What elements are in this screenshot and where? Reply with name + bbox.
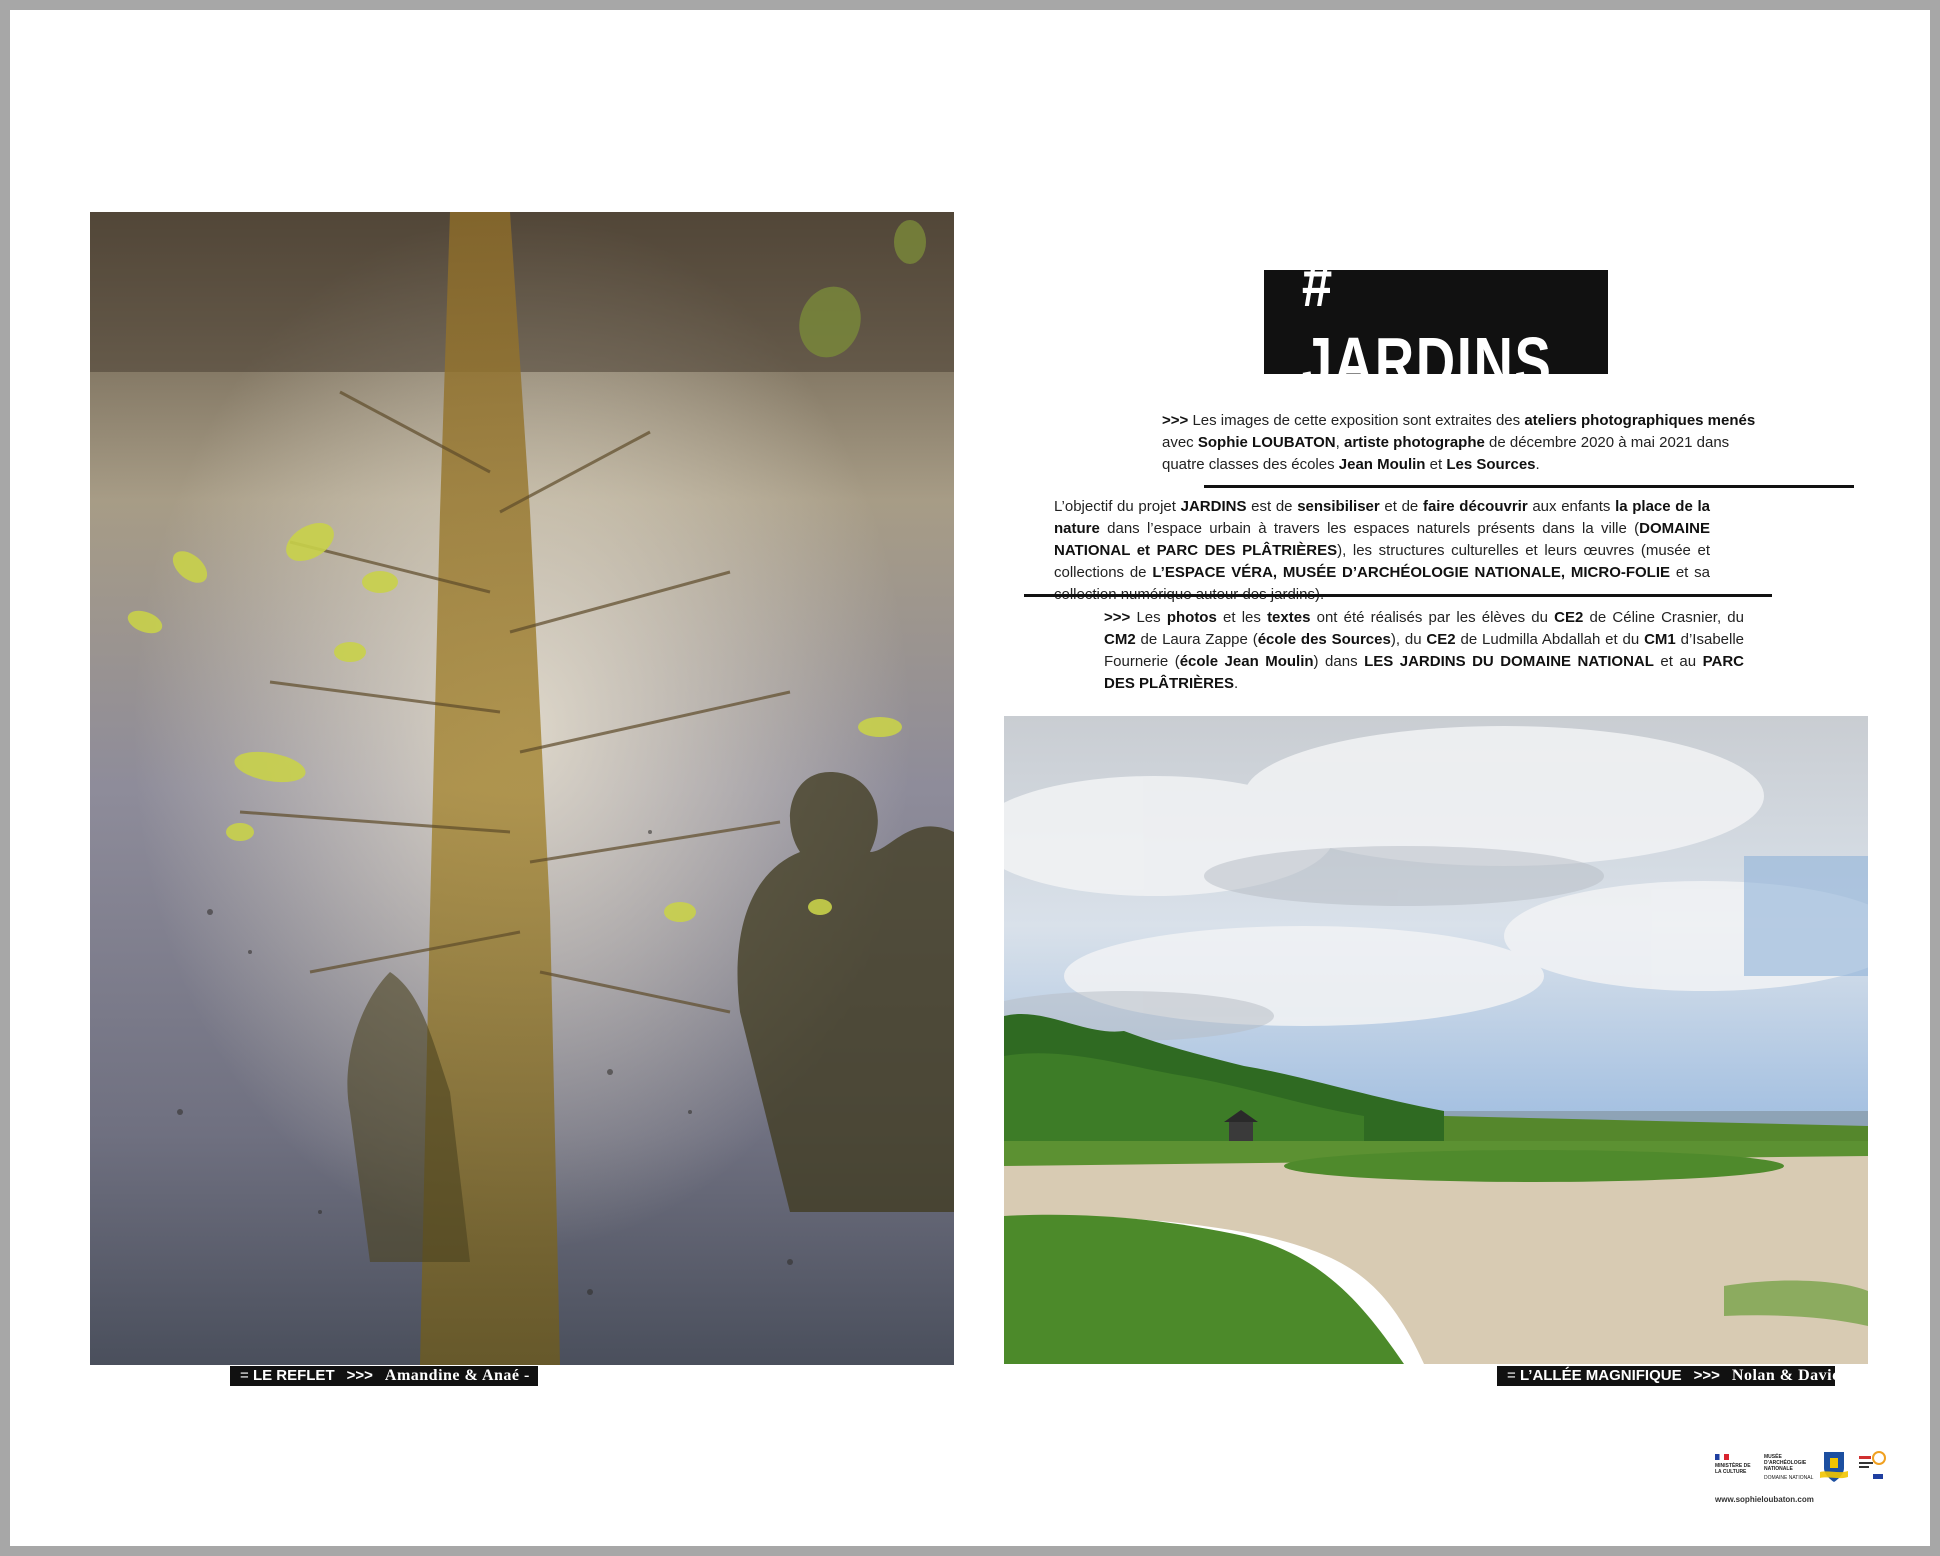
intro-bold: Les Sources — [1446, 456, 1536, 473]
intro-text: . — [1535, 456, 1540, 473]
musee-logo — [1764, 1454, 1814, 1481]
objective-text: et de — [1379, 498, 1423, 515]
caption-arrows: >>> — [346, 1367, 373, 1384]
credits-bold: textes — [1267, 609, 1311, 626]
credits-bold: école Jean Moulin — [1179, 653, 1314, 670]
credits-bold: photos — [1166, 609, 1217, 626]
intro-bold: artiste photographe — [1343, 434, 1485, 451]
ecoles-logo — [1855, 1450, 1887, 1484]
saint-germain-logo — [1820, 1450, 1848, 1484]
intro-text: , — [1335, 434, 1344, 451]
credits-text: ), du — [1390, 631, 1427, 648]
credits-bold: école des Sources — [1257, 631, 1391, 648]
page-title-box — [1264, 243, 1608, 401]
school-label-icon — [1855, 1450, 1887, 1482]
objective-text: L’objectif du projet — [1054, 498, 1181, 515]
musee-label: MUSÉE D’ARCHÉOLOGIE NATIONALE — [1764, 1454, 1807, 1472]
intro-text: Les images de cette exposition sont extraites des — [1188, 412, 1525, 429]
ministere-label: MINISTÈRE DE LA CULTURE — [1715, 1463, 1751, 1475]
caption-prefix: = — [240, 1367, 249, 1384]
photo-allee-magnifique — [1004, 716, 1868, 1364]
credits-text: Les — [1130, 609, 1167, 626]
intro-paragraph — [1162, 410, 1762, 476]
intro-bold: ateliers photographiques menés — [1524, 412, 1756, 429]
objective-bold: JARDINS — [1180, 498, 1247, 515]
caption-title: L’ALLÉE MAGNIFIQUE — [1519, 1367, 1682, 1384]
credits-bold: LES JARDINS DU DOMAINE NATIONAL — [1364, 653, 1654, 670]
caption-le-reflet — [230, 1366, 538, 1386]
credits-text: d’Isabelle Fournerie ( — [1104, 631, 1745, 670]
caption-allee-magnifique — [1497, 1366, 1860, 1386]
intro-text: avec — [1162, 434, 1198, 451]
objective-bold: faire découvrir — [1422, 498, 1528, 515]
credits-text: de Céline Crasnier, du — [1583, 609, 1744, 626]
website-url: www.sophieloubaton.com — [1715, 1495, 1814, 1504]
credits-text: et les — [1216, 609, 1268, 626]
intro-bold: Jean Moulin — [1338, 456, 1426, 473]
caption-title: LE REFLET — [252, 1367, 335, 1384]
objective-text: ), les structures culturelles et leurs œuvres (musée et collections de — [1054, 542, 1710, 581]
page-title: # JARDINS — [1301, 243, 1553, 401]
domaine-label: DOMAINE NATIONAL — [1764, 1475, 1814, 1481]
caption-authors: Nolan & Davide - — [1731, 1367, 1860, 1384]
credits-bold: CM1 — [1644, 631, 1676, 648]
intro-text: et — [1425, 456, 1447, 473]
objective-text: est de — [1246, 498, 1298, 515]
ministere-logo — [1715, 1454, 1757, 1475]
objective-bold: L’ESPACE VÉRA, MUSÉE D’ARCHÉOLOGIE NATIONALE, MICRO-FOLIE — [1152, 564, 1671, 581]
credits-text: ont été réalisés par les élèves du — [1310, 609, 1555, 626]
credits-bold: CE2 — [1426, 631, 1456, 648]
divider-rule — [1204, 485, 1854, 488]
credits-bold: CM2 — [1104, 631, 1136, 648]
landscape-photo-image — [1004, 716, 1868, 1364]
credits-bold: CE2 — [1554, 609, 1584, 626]
photo-le-reflet — [90, 212, 954, 1365]
credits-text: . — [1234, 675, 1239, 692]
intro-bold: Sophie LOUBATON — [1197, 434, 1336, 451]
credits-prefix: >>> — [1104, 609, 1131, 626]
objective-text: et sa — [1675, 564, 1710, 581]
intro-prefix: >>> — [1162, 412, 1189, 429]
caption-authors: Amandine & Anaé - — [384, 1367, 530, 1384]
objective-bold: sensibiliser — [1297, 498, 1380, 515]
caption-prefix: = — [1507, 1367, 1516, 1384]
divider-rule — [1024, 594, 1772, 597]
reflection-photo-image — [90, 212, 954, 1365]
objective-bold: DOMAINE NATIONAL et PARC DES PLÂTRIÈRES — [1054, 520, 1710, 559]
city-crest-icon — [1820, 1450, 1848, 1484]
intro-text: de décembre 2020 à mai 2021 dans quatre classes des écoles — [1162, 434, 1730, 473]
french-flag-icon — [1715, 1454, 1729, 1460]
credits-paragraph — [1104, 607, 1744, 695]
objective-text: aux enfants — [1527, 498, 1616, 515]
credits-text: ) dans — [1313, 653, 1365, 670]
objective-bold: la place de la nature — [1054, 498, 1710, 537]
credits-bold: PARC DES PLÂTRIÈRES — [1104, 653, 1745, 692]
caption-arrows: >>> — [1693, 1367, 1720, 1384]
credits-text: de Ludmilla Abdallah et du — [1455, 631, 1645, 648]
objective-paragraph — [1054, 496, 1710, 606]
credits-text: et au — [1653, 653, 1703, 670]
objective-text: dans l’espace urbain à travers les espaces naturels présents dans la ville ( — [1099, 520, 1640, 537]
credits-text: de Laura Zappe ( — [1135, 631, 1258, 648]
